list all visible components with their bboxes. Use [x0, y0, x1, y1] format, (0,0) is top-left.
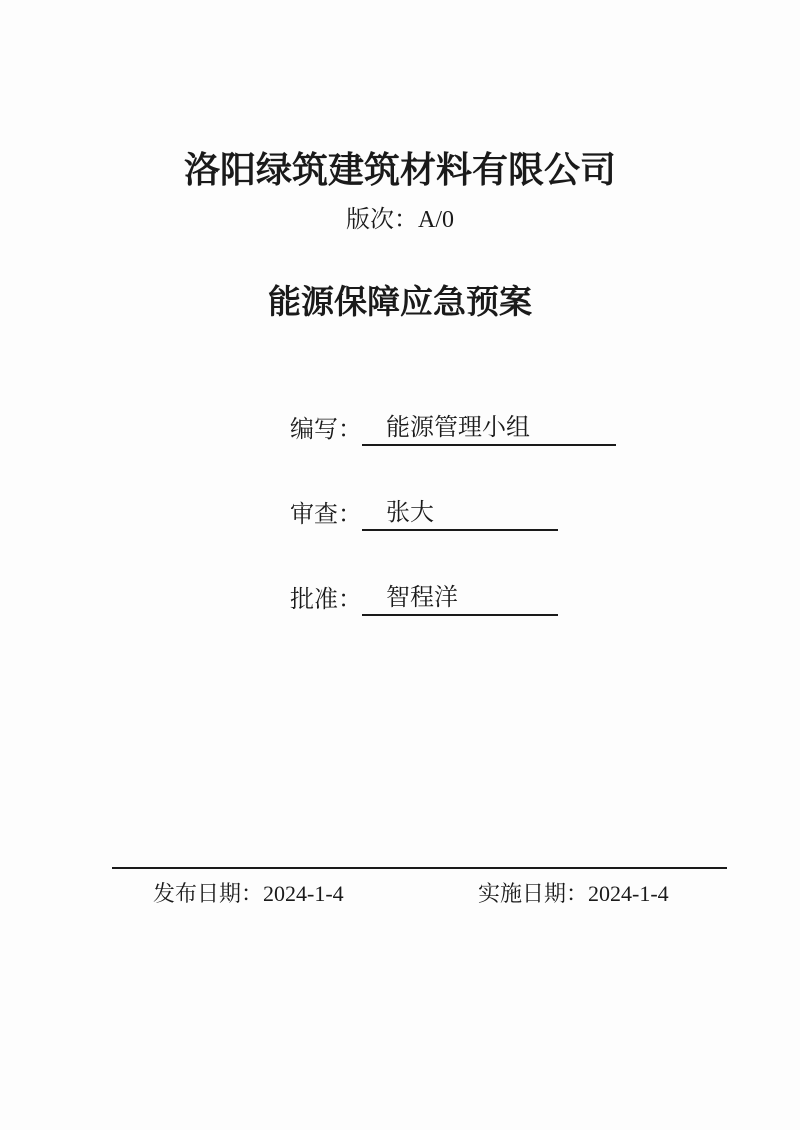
- reviewer-label: 审查：: [290, 502, 362, 528]
- implement-date-value: 2024-1-4: [588, 881, 669, 906]
- signature-row-approver: [290, 586, 558, 616]
- approver-value: 智程洋: [386, 585, 458, 611]
- publish-date-value: 2024-1-4: [263, 881, 344, 906]
- footer-divider: [112, 867, 727, 869]
- compiler-value: 能源管理小组: [386, 415, 530, 441]
- version-value: A/0: [418, 207, 454, 233]
- implement-date-label: 实施日期：: [478, 881, 589, 906]
- document-title: 能源保障应急预案: [268, 285, 532, 321]
- implement-date: [478, 882, 669, 906]
- company-name: 洛阳绿筑建筑材料有限公司: [183, 150, 616, 190]
- approver-underline: [362, 586, 558, 616]
- signature-row-reviewer: [290, 501, 558, 531]
- reviewer-value: 张大: [386, 500, 434, 526]
- signature-row-compiler: [290, 416, 616, 446]
- publish-date: [153, 882, 344, 906]
- compiler-label: 编写：: [290, 417, 362, 443]
- approver-label: 批准：: [290, 587, 362, 613]
- publish-date-label: 发布日期：: [153, 881, 264, 906]
- version-label: 版次：: [346, 207, 418, 233]
- reviewer-underline: [362, 501, 558, 531]
- version-line: [0, 206, 800, 234]
- compiler-underline: [362, 416, 616, 446]
